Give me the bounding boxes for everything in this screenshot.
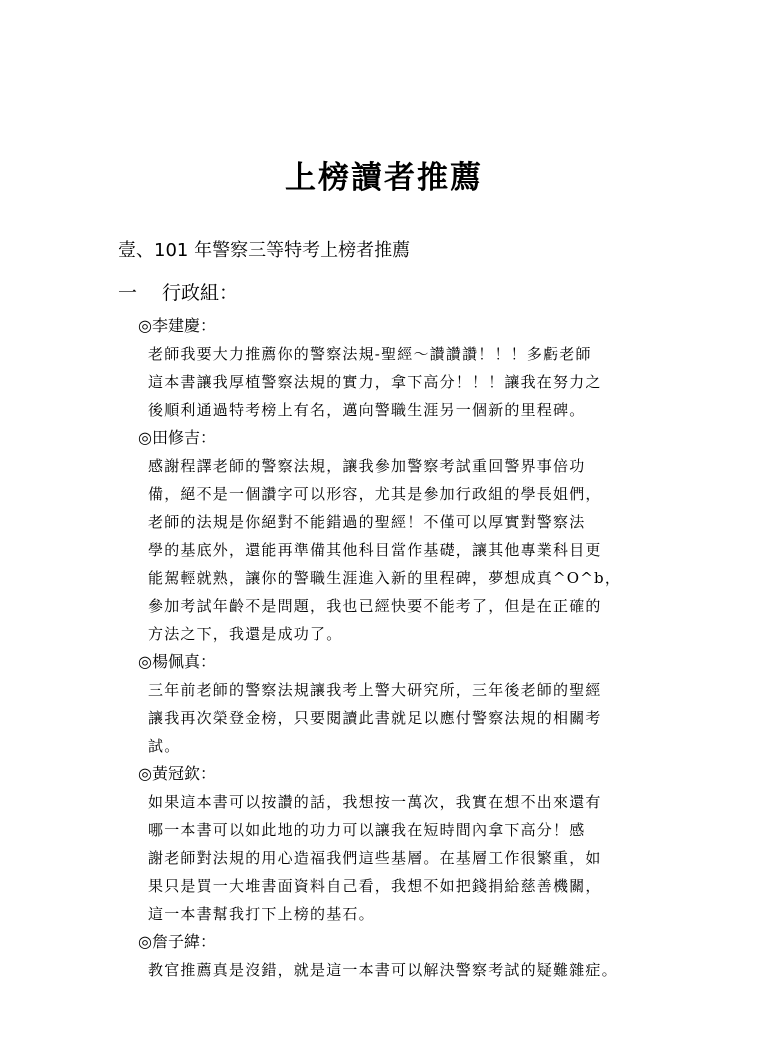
text-line: 這一本書幫我打下上榜的基石。 [148, 905, 375, 923]
text-line: 教官推薦真是沒錯，就是這一本書可以解決警察考試的疑難雜症。 [148, 961, 618, 979]
text-line: 參加考試年齡不是問題，我也已經快要不能考了，但是在正確的 [148, 597, 602, 615]
text-line: 能駕輕就熟，讓你的警職生涯進入新的里程碑，夢想成真^O^b， [148, 569, 622, 587]
reader-name: ◎黃冠欽： [138, 764, 216, 783]
text-line: 後順利通過特考榜上有名，邁向警職生涯另一個新的里程碑。 [148, 401, 586, 419]
text-line: 如果這本書可以按讚的話，我想按一萬次，我實在想不出來還有 [148, 793, 602, 811]
text-line: 方法之下，我還是成功了。 [148, 625, 343, 643]
text-line: 三年前老師的警察法規讓我考上警大研究所，三年後老師的聖經 [148, 681, 602, 699]
text-line: 備，絕不是一個讚字可以形容，尤其是參加行政組的學長姐們， [148, 485, 602, 503]
testimonial-entry [138, 648, 678, 760]
testimonial-entry [138, 312, 678, 424]
reader-name: ◎李建慶： [138, 316, 216, 335]
testimonial-entry [138, 928, 678, 984]
text-line: 試。 [148, 737, 181, 755]
page-title: 上榜讀者推薦 [285, 160, 483, 196]
testimonial-entry [138, 760, 678, 928]
testimonial-text [138, 788, 670, 928]
group-label: 行政組： [162, 282, 239, 304]
text-line: 謝老師對法規的用心造福我們這些基層。在基層工作很繁重，如 [148, 849, 602, 867]
text-line: 讓我再次榮登金榜，只要閱讀此書就足以應付警察法規的相關考 [148, 709, 602, 727]
reader-name: ◎詹子緯： [138, 932, 216, 951]
reader-name: ◎田修吉： [138, 428, 216, 447]
text-line: 哪一本書可以如此地的功力可以讓我在短時間內拿下高分！感 [148, 821, 586, 839]
text-line: 這本書讓我厚植警察法規的實力，拿下高分！！！讓我在努力之 [148, 373, 602, 391]
text-line: 老師我要大力推薦你的警察法規-聖經～讚讚讚！！！多虧老師 [148, 345, 592, 363]
text-line: 感謝程譯老師的警察法規，讓我參加警察考試重回警界事倍功 [148, 457, 586, 475]
group-number: 一 [118, 282, 138, 304]
section-heading: 壹、101 年警察三等特考上榜者推薦 [118, 240, 411, 261]
text-line: 老師的法規是你絕對不能錯過的聖經！不僅可以厚實對警察法 [148, 513, 586, 531]
reader-name: ◎楊佩真： [138, 652, 216, 671]
group-heading [118, 278, 238, 305]
testimonial-text [138, 340, 670, 424]
testimonial-text [138, 676, 670, 760]
testimonial-list [138, 312, 678, 984]
testimonial-entry [138, 424, 678, 648]
text-line: 學的基底外，還能再準備其他科目當作基礎，讓其他專業科目更 [148, 541, 602, 559]
text-line: 果只是買一大堆書面資料自己看，我想不如把錢捐給慈善機關， [148, 877, 602, 895]
testimonial-text [138, 956, 670, 984]
testimonial-text [138, 452, 670, 648]
